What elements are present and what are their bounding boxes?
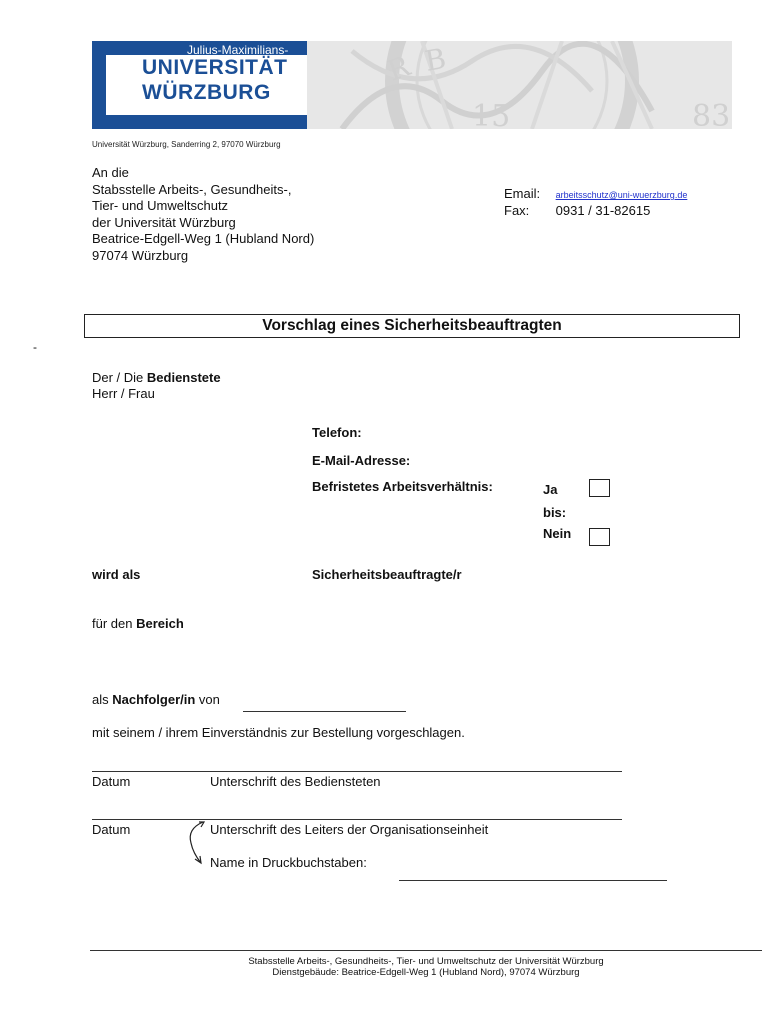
footer-line-2: Dienstgebäude: Beatrice-Edgell-Weg 1 (Hubland Nord), 97074 Würzburg [272, 967, 580, 978]
bereich-label [92, 616, 184, 631]
ja-checkbox[interactable] [589, 479, 610, 497]
unterschrift-leiter-label: Unterschrift des Leiters der Organisationseinheit [210, 822, 489, 837]
contact-block [504, 186, 687, 219]
bereich-bold: Bereich [136, 616, 184, 631]
logo-subtitle: Julius-Maximilians- [187, 43, 289, 57]
recipient-line: Stabsstelle Arbeits-, Gesundheits-, [92, 181, 292, 197]
signature-line-2[interactable] [92, 819, 622, 820]
form-title: Vorschlag eines Sicherheitsbeauftragten [262, 317, 562, 334]
margin-mark: - [33, 340, 37, 354]
banner-number-left: 15 [472, 99, 511, 129]
recipient-line: der Universität Würzburg [92, 214, 236, 230]
datum-label-1: Datum [92, 774, 131, 789]
recipient-line: An die [92, 165, 129, 180]
svg-text:R: R [383, 49, 415, 88]
einverstaendnis-text: mit seinem / ihrem Einverständnis zur Bestellung vorgeschlagen. [92, 725, 465, 740]
logo-line-2: WÜRZBURG [142, 81, 271, 104]
bediensteter-prefix: Der / Die [92, 370, 147, 385]
befristet-label: Befristetes Arbeitsverhältnis: [312, 479, 493, 494]
recipient-line: Tier- und Umweltschutz [92, 198, 229, 213]
email-link[interactable]: arbeitsschutz@uni-wuerzburg.de [555, 190, 688, 200]
nachfolger-prefix: als [92, 692, 113, 707]
recipient-line: Beatrice-Edgell-Weg 1 (Hubland Nord) [92, 231, 315, 246]
banner-number-right: 83 [692, 99, 731, 129]
email-row [504, 186, 687, 203]
sicherheitsbeauftragte-label: Sicherheitsbeauftragte/r [312, 567, 462, 582]
recipient-address [92, 165, 314, 264]
bereich-prefix: für den [92, 616, 137, 631]
nachfolger-bold: Nachfolger/in [112, 692, 196, 707]
bediensteter-label [92, 370, 221, 385]
nachfolger-label [92, 692, 220, 707]
email-label: Email: [504, 186, 541, 201]
signature-line-1[interactable] [92, 771, 622, 772]
telefon-label: Telefon: [312, 425, 362, 440]
fax-row [504, 203, 687, 219]
curved-arrow-icon [183, 819, 209, 869]
logo-line-1: UNIVERSITÄT [142, 56, 288, 79]
university-logo [92, 41, 307, 129]
fax-value: 0931 / 31-82615 [555, 203, 651, 218]
nein-checkbox[interactable] [589, 528, 610, 546]
bis-label: bis: [543, 505, 567, 520]
form-title-box [84, 314, 740, 338]
email-field-label: E-Mail-Adresse: [312, 453, 411, 468]
unterschrift-bediensteter-label: Unterschrift des Bediensteten [210, 774, 381, 789]
ja-label: Ja [543, 482, 558, 497]
recipient-line: 97074 Würzburg [92, 247, 189, 263]
svg-text:B: B [422, 41, 449, 78]
datum-label-2: Datum [92, 822, 131, 837]
header-banner [92, 41, 732, 129]
name-input-line[interactable] [399, 880, 667, 881]
name-druck-label: Name in Druckbuchstaben: [210, 855, 367, 870]
footer [90, 950, 762, 978]
fax-label: Fax: [504, 203, 530, 218]
nachfolger-suffix: von [195, 692, 220, 707]
herr-frau-label: Herr / Frau [92, 386, 155, 401]
footer-line-1: Stabsstelle Arbeits-, Gesundheits-, Tier- und Umweltschutz der Universität Würzburg [248, 956, 604, 967]
bediensteter-bold: Bedienstete [146, 370, 221, 385]
nein-label: Nein [543, 526, 572, 541]
wird-als-label: wird als [92, 567, 141, 582]
nachfolger-input-line[interactable] [243, 711, 406, 712]
sender-line: Universität Würzburg, Sanderring 2, 97070 Würzburg [92, 140, 281, 149]
